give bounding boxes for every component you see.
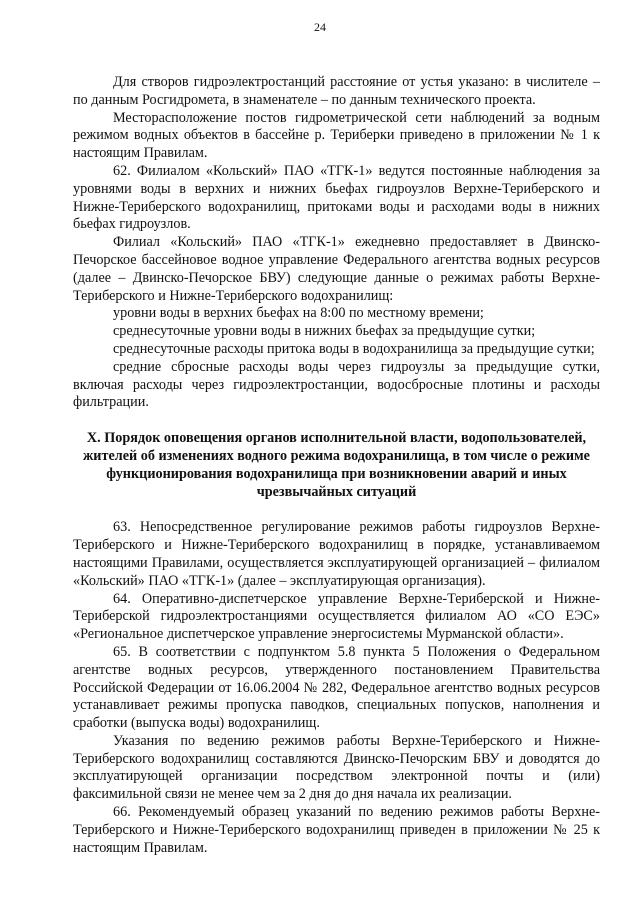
paragraph-65: 65. В соответствии с подпунктом 5.8 пункта 5 Положения о Федеральном агентстве водных ресурсов, утвержденного постановлением Правительства Российской Федерации от 16.06.2004 № 282, Федеральное агентство водных ресурсов устанавливает режимы пропуска паводков, специальных попусков, наполнения и сработки (выпуска воды) водохранилищ. <box>73 643 600 732</box>
paragraph-62: 62. Филиалом «Кольский» ПАО «ТГК-1» ведутся постоянные наблюдения за уровнями воды в верхних и нижних бьефах гидроузлов Верхне-Териберского и Нижне-Териберского водохранилищ, притоками воды и расходами воды в нижних бьефах гидроузлов. <box>73 162 600 233</box>
paragraph-66: 66. Рекомендуемый образец указаний по ведению режимов работы Верхне-Териберского и Нижне-Териберского водохранилищ приведен в приложении № 25 к настоящим Правилам. <box>73 804 600 856</box>
paragraph-instructions: Указания по ведению режимов работы Верхне-Териберского и Нижне-Териберского водохранилищ составляются Двинско-Печорским БВУ и доводятся до эксплуатирующей организации посредством электронной почты и (или) факсимильной связи не менее чем за 2 дня до дня начала их реализации. <box>73 732 600 803</box>
list-item-discharge: средние сбросные расходы воды через гидроузлы за предыдущие сутки, включая расходы через гидроэлектростанции, водосбросные плотины и расходы фильтрации. <box>73 358 600 411</box>
list-item-lower-levels: среднесуточные уровни воды в нижних бьефах за предыдущие сутки; <box>113 323 536 340</box>
list-item-inflow: среднесуточные расходы притока воды в водохранилища за предыдущие сутки; <box>113 340 595 357</box>
paragraph-64: 64. Оперативно-диспетчерское управление Верхне-Териберской и Нижне-Териберской гидроэлектростанциями осуществляется филиалом АО «СО ЕЭС» «Региональное диспетчерское управление энергосистемы Мурманской области». <box>73 590 600 643</box>
paragraph-daily-report: Филиал «Кольский» ПАО «ТГК-1» ежедневно предоставляет в Двинско-Печорское бассейновое водное управление Федерального агентства водных ресурсов (далее – Двинско-Печорское БВУ) следующие данные о режимах работы Верхне-Териберского и Нижне-Териберского водохранилищ: <box>73 234 600 304</box>
list-item-upper-levels: уровни воды в верхних бьефах на 8:00 по местному времени; <box>113 305 484 322</box>
paragraph-posts-location: Месторасположение постов гидрометрической сети наблюдений за водным режимом водных объектов в бассейне р. Териберки приведено в приложении № 1 к настоящим Правилам. <box>73 109 600 162</box>
paragraph-63: 63. Непосредственное регулирование режимов работы гидроузлов Верхне-Териберского и Нижне-Териберского водохранилищ в порядке, устанавливаемом настоящими Правилами, осуществляется эксплуатирующей организацией – филиалом «Кольский» ПАО «ТГК-1» (далее – эксплуатирующая организация). <box>73 519 600 589</box>
page-number: 24 <box>314 20 326 34</box>
section-heading-x: X. Порядок оповещения органов исполнительной власти, водопользователей, жителей об изменениях водного режима водохранилища, в том числе о режиме функционирования водохранилища при возникновении аварий и иных чрезвычайных ситуаций <box>83 430 590 500</box>
paragraph-stvory: Для створов гидроэлектростанций расстояние от устья указано: в числителе – по данным Росгидромета, в знаменателе – по данным технического проекта. <box>73 74 600 108</box>
document-body <box>73 74 600 857</box>
